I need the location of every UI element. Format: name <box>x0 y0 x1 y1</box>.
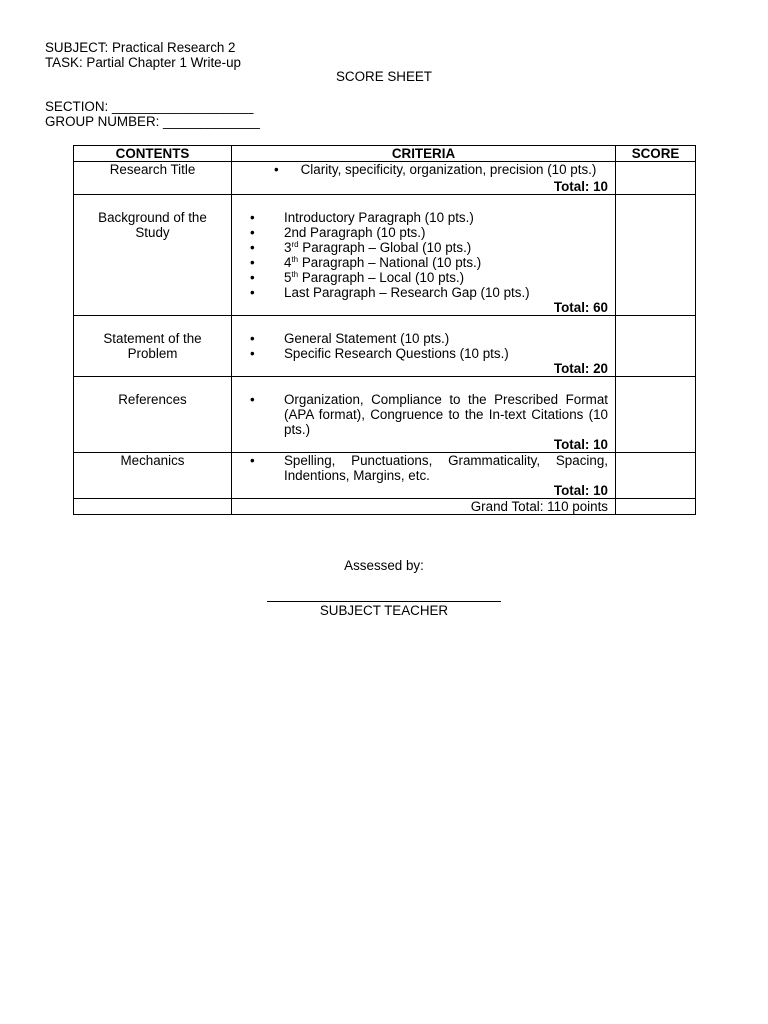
content-label: Background of the Study <box>98 210 207 240</box>
row-total: Total: 20 <box>553 361 608 376</box>
score-cell[interactable] <box>616 162 696 195</box>
content-cell <box>74 195 232 316</box>
signatory-label: SUBJECT TEACHER <box>319 603 449 618</box>
criteria-item: • 3rd Paragraph – Global (10 pts.) <box>250 240 472 255</box>
subject-line: SUBJECT: Practical Research 2 <box>45 40 236 55</box>
grand-total-row <box>74 499 696 515</box>
criteria-list <box>239 392 608 437</box>
criteria-item: • Last Paragraph – Research Gap (10 pts.) <box>250 285 530 300</box>
row-total: Total: 10 <box>553 483 608 498</box>
table-row <box>74 316 696 377</box>
score-cell[interactable] <box>616 377 696 453</box>
criteria-list <box>239 453 608 483</box>
assessed-by-label: Assessed by: <box>344 558 424 573</box>
criteria-item: • Specific Research Questions (10 pts.) <box>250 346 509 361</box>
row-total: Total: 60 <box>553 300 608 315</box>
section-field: SECTION: ___________________ <box>45 99 254 114</box>
table-row <box>74 453 696 499</box>
group-number-field: GROUP NUMBER: _____________ <box>45 114 260 129</box>
empty-cell <box>74 499 232 515</box>
criteria-cell <box>232 195 616 316</box>
criteria-list <box>239 331 608 361</box>
table-row <box>74 377 696 453</box>
criteria-cell <box>232 377 616 453</box>
document-header <box>45 40 241 70</box>
content-label: Statement of the Problem <box>103 331 202 361</box>
score-table <box>73 145 696 515</box>
content-label: Mechanics <box>120 453 185 468</box>
criteria-item: • 5th Paragraph – Local (10 pts.) <box>250 270 465 285</box>
page-title: SCORE SHEET <box>336 69 432 84</box>
content-cell <box>74 162 232 195</box>
row-total: Total: 10 <box>553 437 608 452</box>
table-row <box>74 195 696 316</box>
criteria-item: • 4th Paragraph – National (10 pts.) <box>250 255 482 270</box>
criteria-item: • Spelling, Punctuations, Grammaticality, Spacing, Indentions, Margins, etc. <box>250 453 608 483</box>
criteria-cell <box>232 162 616 195</box>
criteria-list <box>239 210 608 300</box>
header-contents: CONTENTS <box>74 146 232 162</box>
header-score: SCORE <box>616 146 696 162</box>
header-criteria: CRITERIA <box>232 146 616 162</box>
signature-line <box>267 601 501 602</box>
row-total: Total: 10 <box>553 179 608 194</box>
score-cell[interactable] <box>616 195 696 316</box>
content-cell <box>74 453 232 499</box>
grand-total: Grand Total: 110 points <box>232 499 616 515</box>
content-label: Research Title <box>109 162 196 177</box>
bullet: • <box>274 162 279 177</box>
score-cell[interactable] <box>616 453 696 499</box>
grand-total-score-cell[interactable] <box>616 499 696 515</box>
score-cell[interactable] <box>616 316 696 377</box>
criteria-item: • 2nd Paragraph (10 pts.) <box>250 225 426 240</box>
content-cell <box>74 316 232 377</box>
criteria-item: • Introductory Paragraph (10 pts.) <box>250 210 474 225</box>
criteria-cell <box>232 453 616 499</box>
criteria-item: • Clarity, specificity, organization, precision (10 pts.) <box>274 162 597 177</box>
table-header-row <box>74 146 696 162</box>
task-line: TASK: Partial Chapter 1 Write-up <box>45 55 241 70</box>
table-row <box>74 162 696 195</box>
fill-in-fields <box>45 99 260 129</box>
criteria-item: • General Statement (10 pts.) <box>250 331 450 346</box>
content-label: References <box>118 392 187 407</box>
criteria-cell <box>232 316 616 377</box>
criteria-item: • Organization, Compliance to the Prescribed Format (APA format), Congruence to the In-text Citations (10 pts.) <box>250 392 608 437</box>
content-cell <box>74 377 232 453</box>
